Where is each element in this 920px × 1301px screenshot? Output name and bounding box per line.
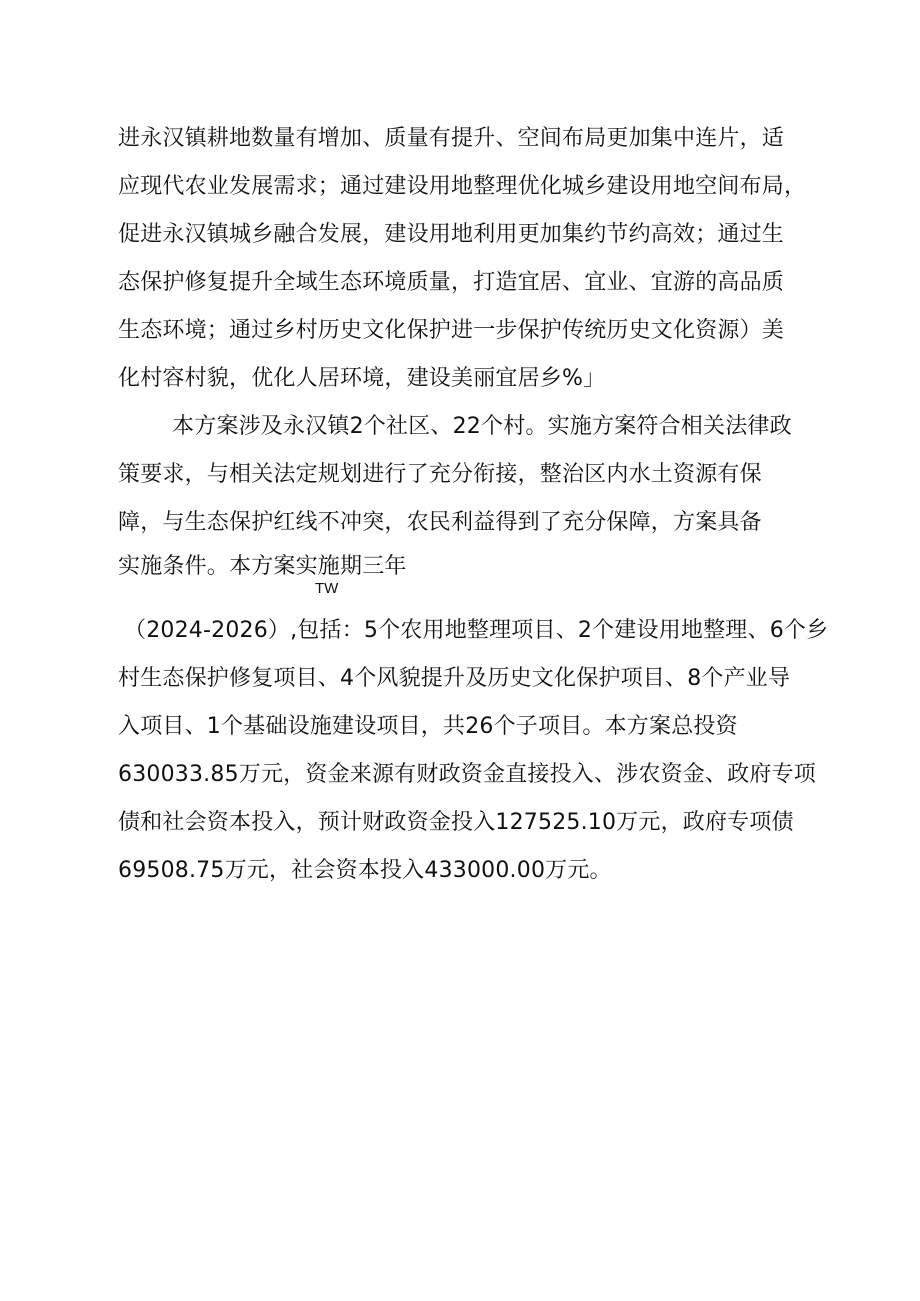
text-line: 入项目、1个基础设施建设项目，共26个子项目。本方案总投资	[118, 714, 738, 739]
text-line: 债和社会资本投入，预计财政资金投入127525.10万元，政府专项债	[118, 810, 794, 835]
text-line: 化村容村貌，优化人居环境，建设美丽宜居乡%」	[118, 366, 606, 391]
text-line: 69508.75万元，社会资本投入433000.00万元。	[118, 858, 612, 883]
text-line: 村生态保护修复项目、4个风貌提升及历史文化保护项目、8个产业导	[118, 666, 791, 691]
text-line: （2024-2026）,包括：5个农用地整理项目、2个建设用地整理、6个乡	[124, 618, 829, 643]
text-line: 障，与生态保护红线不冲突，农民利益得到了充分保障，方案具备	[118, 510, 762, 535]
text-line: 应现代农业发展需求；通过建设用地整理优化城乡建设用地空间布局，	[118, 174, 807, 199]
text-line: 策要求，与相关法定规划进行了充分衔接，整治区内水土资源有保	[118, 462, 762, 487]
margin-note: TW	[315, 580, 339, 597]
text-line: 实施条件。本方案实施期三年	[118, 554, 407, 579]
text-line: 进永汉镇耕地数量有增加、质量有提升、空间布局更加集中连片，适	[118, 126, 785, 151]
text-line: 本方案涉及永汉镇2个社区、22个村。实施方案符合相关法律政	[172, 414, 792, 439]
text-line: 态保护修复提升全域生态环境质量，打造宜居、宜业、宜游的高品质	[118, 270, 785, 295]
text-line: 630033.85万元，资金来源有财政资金直接投入、涉农资金、政府专项	[118, 762, 816, 787]
text-line: 促进永汉镇城乡融合发展，建设用地利用更加集约节约高效；通过生	[118, 222, 785, 247]
text-line: 生态环境；通过乡村历史文化保护进一步保护传统历史文化资源）美	[118, 318, 785, 343]
